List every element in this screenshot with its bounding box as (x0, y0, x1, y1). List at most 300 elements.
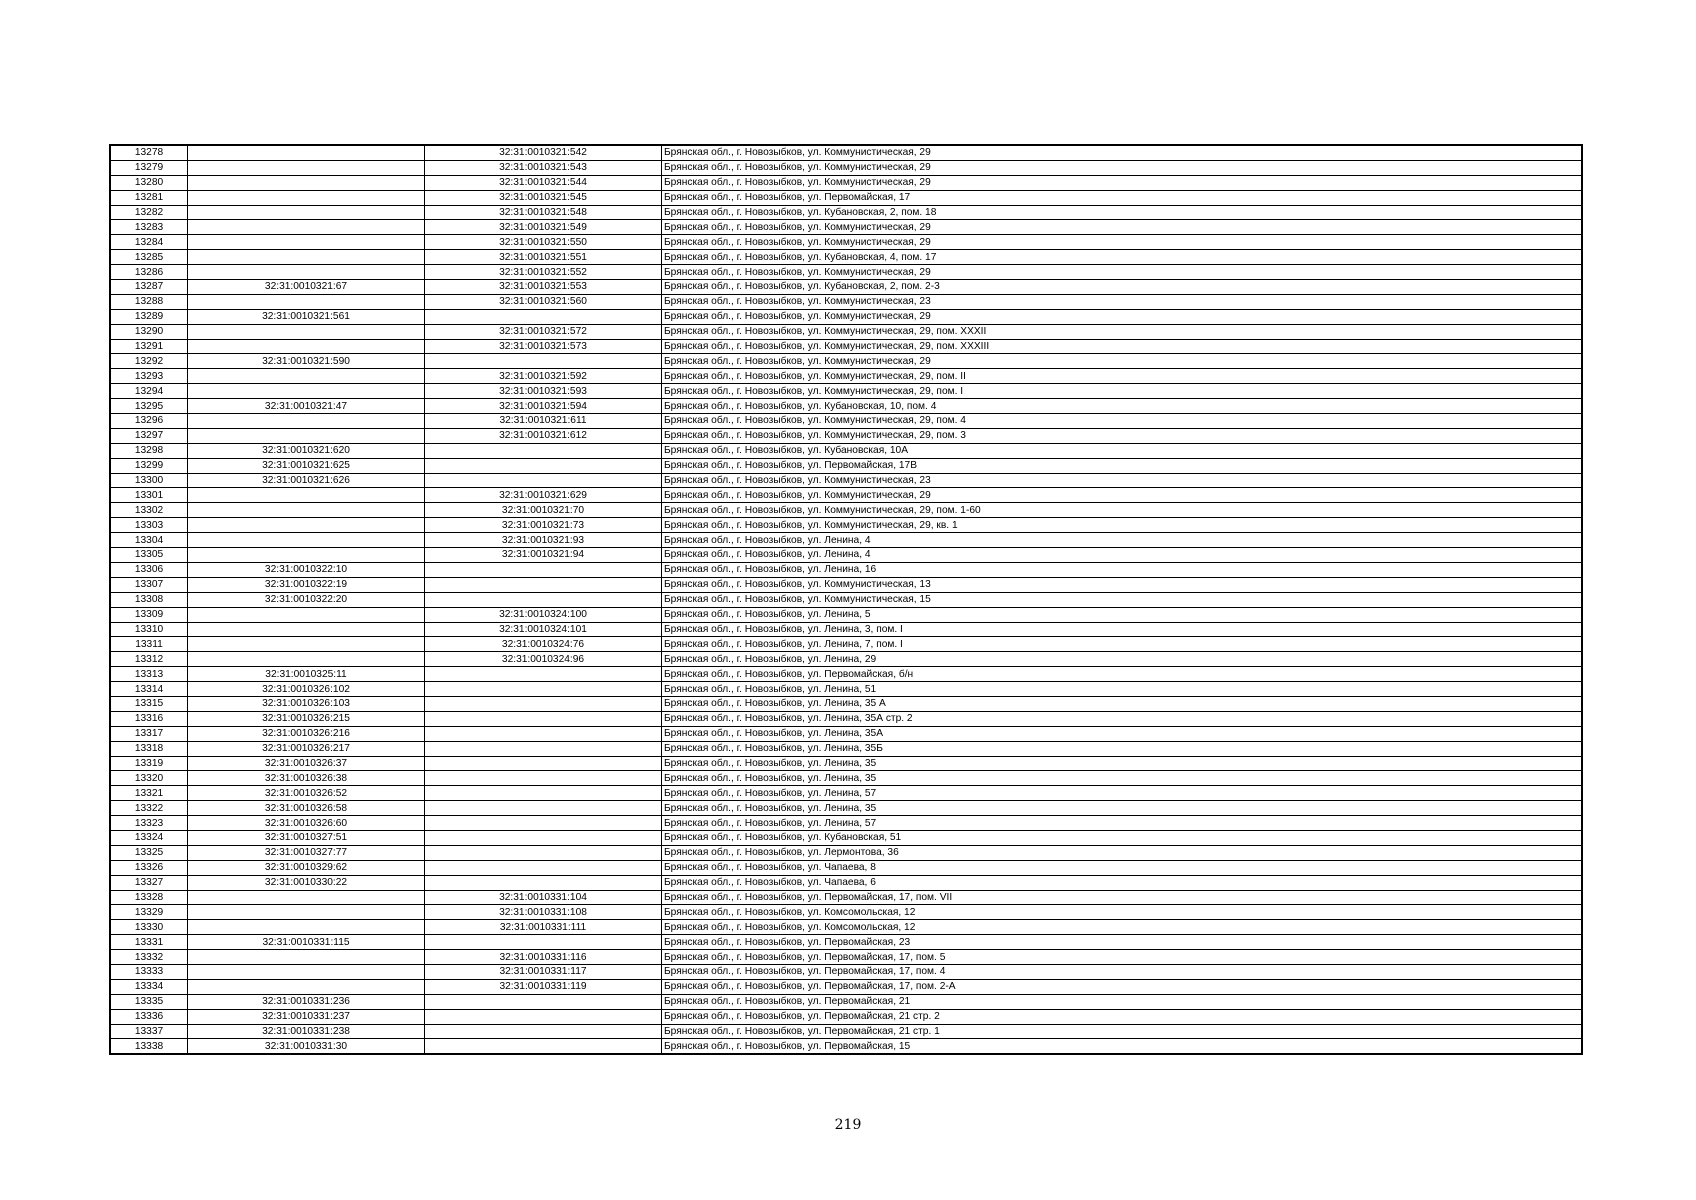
object-cadastral-number-cell: 32:31:0010331:117 (425, 964, 662, 979)
object-cadastral-number-cell: 32:31:0010331:104 (425, 890, 662, 905)
address-cell: Брянская обл., г. Новозыбков, ул. Ленина, 57 (662, 816, 1583, 831)
row-number-cell: 13336 (110, 1009, 188, 1024)
address-cell: Брянская обл., г. Новозыбков, ул. Чапаева, 8 (662, 860, 1583, 875)
row-number-cell: 13294 (110, 384, 188, 399)
object-cadastral-number-cell: 32:31:0010331:119 (425, 979, 662, 994)
cadastral-number-cell: 32:31:0010331:236 (188, 994, 425, 1009)
table-row (110, 294, 1582, 309)
registry-table-body (110, 145, 1582, 1054)
row-number-cell: 13290 (110, 324, 188, 339)
address-cell: Брянская обл., г. Новозыбков, ул. Коммунистическая, 13 (662, 577, 1583, 592)
table-row (110, 175, 1582, 190)
cadastral-number-cell: 32:31:0010321:67 (188, 280, 425, 295)
table-row (110, 711, 1582, 726)
object-cadastral-number-cell (425, 696, 662, 711)
table-row (110, 503, 1582, 518)
row-number-cell: 13312 (110, 652, 188, 667)
table-row (110, 637, 1582, 652)
table-row (110, 994, 1582, 1009)
row-number-cell: 13288 (110, 294, 188, 309)
table-row (110, 756, 1582, 771)
row-number-cell: 13319 (110, 756, 188, 771)
table-row (110, 979, 1582, 994)
object-cadastral-number-cell (425, 473, 662, 488)
table-row (110, 964, 1582, 979)
object-cadastral-number-cell (425, 711, 662, 726)
table-row (110, 562, 1582, 577)
cadastral-number-cell (188, 175, 425, 190)
table-row (110, 622, 1582, 637)
object-cadastral-number-cell: 32:31:0010321:592 (425, 369, 662, 384)
address-cell: Брянская обл., г. Новозыбков, ул. Кубановская, 51 (662, 830, 1583, 845)
row-number-cell: 13310 (110, 622, 188, 637)
address-cell: Брянская обл., г. Новозыбков, ул. Ленина, 51 (662, 682, 1583, 697)
object-cadastral-number-cell (425, 592, 662, 607)
row-number-cell: 13291 (110, 339, 188, 354)
table-row (110, 369, 1582, 384)
table-row (110, 205, 1582, 220)
row-number-cell: 13313 (110, 667, 188, 682)
address-cell: Брянская обл., г. Новозыбков, ул. Коммунистическая, 29, пом. XXXIII (662, 339, 1583, 354)
row-number-cell: 13283 (110, 220, 188, 235)
object-cadastral-number-cell: 32:31:0010331:111 (425, 920, 662, 935)
cadastral-number-cell: 32:31:0010326:216 (188, 726, 425, 741)
object-cadastral-number-cell: 32:31:0010321:542 (425, 145, 662, 160)
row-number-cell: 13298 (110, 443, 188, 458)
object-cadastral-number-cell (425, 562, 662, 577)
table-row (110, 145, 1582, 160)
cadastral-number-cell: 32:31:0010326:60 (188, 816, 425, 831)
address-cell: Брянская обл., г. Новозыбков, ул. Ленина, 35 (662, 771, 1583, 786)
object-cadastral-number-cell: 32:31:0010321:549 (425, 220, 662, 235)
object-cadastral-number-cell (425, 935, 662, 950)
table-row (110, 875, 1582, 890)
row-number-cell: 13331 (110, 935, 188, 950)
address-cell: Брянская обл., г. Новозыбков, ул. Чапаева, 6 (662, 875, 1583, 890)
object-cadastral-number-cell (425, 801, 662, 816)
table-row (110, 548, 1582, 563)
cadastral-number-cell: 32:31:0010326:217 (188, 741, 425, 756)
address-cell: Брянская обл., г. Новозыбков, ул. Первомайская, 17В (662, 458, 1583, 473)
object-cadastral-number-cell (425, 860, 662, 875)
table-row (110, 935, 1582, 950)
cadastral-number-cell (188, 414, 425, 429)
address-cell: Брянская обл., г. Новозыбков, ул. Коммунистическая, 29 (662, 488, 1583, 503)
object-cadastral-number-cell: 32:31:0010331:116 (425, 950, 662, 965)
cadastral-number-cell: 32:31:0010321:590 (188, 354, 425, 369)
row-number-cell: 13317 (110, 726, 188, 741)
address-cell: Брянская обл., г. Новозыбков, ул. Коммунистическая, 29, пом. 3 (662, 428, 1583, 443)
address-cell: Брянская обл., г. Новозыбков, ул. Коммунистическая, 29 (662, 235, 1583, 250)
object-cadastral-number-cell (425, 1039, 662, 1054)
table-row (110, 801, 1582, 816)
cadastral-number-cell: 32:31:0010331:30 (188, 1039, 425, 1054)
object-cadastral-number-cell: 32:31:0010321:93 (425, 533, 662, 548)
row-number-cell: 13327 (110, 875, 188, 890)
address-cell: Брянская обл., г. Новозыбков, ул. Комсомольская, 12 (662, 920, 1583, 935)
object-cadastral-number-cell: 32:31:0010321:572 (425, 324, 662, 339)
table-row (110, 190, 1582, 205)
cadastral-number-cell: 32:31:0010325:11 (188, 667, 425, 682)
table-row (110, 1039, 1582, 1054)
table-row (110, 696, 1582, 711)
table-row (110, 265, 1582, 280)
object-cadastral-number-cell (425, 875, 662, 890)
row-number-cell: 13297 (110, 428, 188, 443)
address-cell: Брянская обл., г. Новозыбков, ул. Ленина, 35Б (662, 741, 1583, 756)
cadastral-number-cell (188, 920, 425, 935)
cadastral-number-cell (188, 503, 425, 518)
table-row (110, 384, 1582, 399)
address-cell: Брянская обл., г. Новозыбков, ул. Коммунистическая, 23 (662, 294, 1583, 309)
row-number-cell: 13299 (110, 458, 188, 473)
address-cell: Брянская обл., г. Новозыбков, ул. Кубановская, 2, пом. 2-3 (662, 280, 1583, 295)
row-number-cell: 13316 (110, 711, 188, 726)
row-number-cell: 13301 (110, 488, 188, 503)
address-cell: Брянская обл., г. Новозыбков, ул. Ленина, 57 (662, 786, 1583, 801)
address-cell: Брянская обл., г. Новозыбков, ул. Коммунистическая, 23 (662, 473, 1583, 488)
address-cell: Брянская обл., г. Новозыбков, ул. Кубановская, 4, пом. 17 (662, 250, 1583, 265)
table-row (110, 771, 1582, 786)
cadastral-number-cell (188, 145, 425, 160)
row-number-cell: 13314 (110, 682, 188, 697)
cadastral-number-cell (188, 637, 425, 652)
cadastral-number-cell (188, 979, 425, 994)
row-number-cell: 13315 (110, 696, 188, 711)
address-cell: Брянская обл., г. Новозыбков, ул. Первомайская, 17 (662, 190, 1583, 205)
cadastral-number-cell: 32:31:0010326:215 (188, 711, 425, 726)
cadastral-number-cell (188, 652, 425, 667)
address-cell: Брянская обл., г. Новозыбков, ул. Ленина, 35 А (662, 696, 1583, 711)
row-number-cell: 13328 (110, 890, 188, 905)
table-row (110, 845, 1582, 860)
cadastral-number-cell: 32:31:0010331:115 (188, 935, 425, 950)
page-number: 219 (834, 1117, 862, 1133)
row-number-cell: 13332 (110, 950, 188, 965)
object-cadastral-number-cell: 32:31:0010321:70 (425, 503, 662, 518)
object-cadastral-number-cell (425, 354, 662, 369)
address-cell: Брянская обл., г. Новозыбков, ул. Коммунистическая, 29 (662, 175, 1583, 190)
address-cell: Брянская обл., г. Новозыбков, ул. Коммунистическая, 29 (662, 354, 1583, 369)
address-cell: Брянская обл., г. Новозыбков, ул. Ленина, 16 (662, 562, 1583, 577)
address-cell: Брянская обл., г. Новозыбков, ул. Ленина, 3, пом. I (662, 622, 1583, 637)
table-row (110, 950, 1582, 965)
object-cadastral-number-cell (425, 309, 662, 324)
object-cadastral-number-cell: 32:31:0010331:108 (425, 905, 662, 920)
object-cadastral-number-cell (425, 458, 662, 473)
address-cell: Брянская обл., г. Новозыбков, ул. Ленина, 35А стр. 2 (662, 711, 1583, 726)
address-cell: Брянская обл., г. Новозыбков, ул. Коммунистическая, 29, пом. XXXII (662, 324, 1583, 339)
object-cadastral-number-cell: 32:31:0010321:629 (425, 488, 662, 503)
row-number-cell: 13304 (110, 533, 188, 548)
table-row (110, 443, 1582, 458)
cadastral-number-cell (188, 607, 425, 622)
row-number-cell: 13292 (110, 354, 188, 369)
table-row (110, 741, 1582, 756)
table-row (110, 399, 1582, 414)
address-cell: Брянская обл., г. Новозыбков, ул. Коммунистическая, 29, пом. II (662, 369, 1583, 384)
address-cell: Брянская обл., г. Новозыбков, ул. Коммунистическая, 29 (662, 265, 1583, 280)
object-cadastral-number-cell (425, 667, 662, 682)
table-row (110, 428, 1582, 443)
cadastral-number-cell: 32:31:0010331:238 (188, 1024, 425, 1039)
address-cell: Брянская обл., г. Новозыбков, ул. Коммунистическая, 29, пом. 1-60 (662, 503, 1583, 518)
address-cell: Брянская обл., г. Новозыбков, ул. Коммунистическая, 29, пом. 4 (662, 414, 1583, 429)
row-number-cell: 13286 (110, 265, 188, 280)
row-number-cell: 13278 (110, 145, 188, 160)
address-cell: Брянская обл., г. Новозыбков, ул. Комсомольская, 12 (662, 905, 1583, 920)
address-cell: Брянская обл., г. Новозыбков, ул. Ленина, 4 (662, 533, 1583, 548)
cadastral-number-cell (188, 190, 425, 205)
address-cell: Брянская обл., г. Новозыбков, ул. Кубановская, 2, пом. 18 (662, 205, 1583, 220)
address-cell: Брянская обл., г. Новозыбков, ул. Коммунистическая, 15 (662, 592, 1583, 607)
object-cadastral-number-cell (425, 816, 662, 831)
cadastral-number-cell (188, 369, 425, 384)
table-row (110, 160, 1582, 175)
object-cadastral-number-cell: 32:31:0010321:573 (425, 339, 662, 354)
object-cadastral-number-cell (425, 771, 662, 786)
table-row (110, 920, 1582, 935)
address-cell: Брянская обл., г. Новозыбков, ул. Первомайская, 17, пом. 4 (662, 964, 1583, 979)
object-cadastral-number-cell: 32:31:0010321:544 (425, 175, 662, 190)
object-cadastral-number-cell: 32:31:0010321:594 (425, 399, 662, 414)
row-number-cell: 13335 (110, 994, 188, 1009)
address-cell: Брянская обл., г. Новозыбков, ул. Ленина, 35 (662, 801, 1583, 816)
address-cell: Брянская обл., г. Новозыбков, ул. Первомайская, 21 стр. 2 (662, 1009, 1583, 1024)
row-number-cell: 13295 (110, 399, 188, 414)
table-row (110, 860, 1582, 875)
address-cell: Брянская обл., г. Новозыбков, ул. Коммунистическая, 29 (662, 220, 1583, 235)
cadastral-number-cell (188, 250, 425, 265)
cadastral-number-cell (188, 533, 425, 548)
row-number-cell: 13330 (110, 920, 188, 935)
table-row (110, 682, 1582, 697)
table-row (110, 1024, 1582, 1039)
table-row (110, 577, 1582, 592)
cadastral-number-cell: 32:31:0010321:47 (188, 399, 425, 414)
table-row (110, 473, 1582, 488)
table-row (110, 1009, 1582, 1024)
row-number-cell: 13307 (110, 577, 188, 592)
object-cadastral-number-cell (425, 830, 662, 845)
table-row (110, 607, 1582, 622)
object-cadastral-number-cell (425, 1024, 662, 1039)
table-row (110, 458, 1582, 473)
row-number-cell: 13337 (110, 1024, 188, 1039)
object-cadastral-number-cell: 32:31:0010321:73 (425, 518, 662, 533)
row-number-cell: 13305 (110, 548, 188, 563)
table-row (110, 533, 1582, 548)
address-cell: Брянская обл., г. Новозыбков, ул. Первомайская, 17, пом. VII (662, 890, 1583, 905)
object-cadastral-number-cell: 32:31:0010321:548 (425, 205, 662, 220)
cadastral-number-cell (188, 235, 425, 250)
object-cadastral-number-cell: 32:31:0010321:611 (425, 414, 662, 429)
row-number-cell: 13302 (110, 503, 188, 518)
row-number-cell: 13318 (110, 741, 188, 756)
table-row (110, 518, 1582, 533)
address-cell: Брянская обл., г. Новозыбков, ул. Коммунистическая, 29 (662, 160, 1583, 175)
table-row (110, 354, 1582, 369)
table-row (110, 592, 1582, 607)
address-cell: Брянская обл., г. Новозыбков, ул. Кубановская, 10, пом. 4 (662, 399, 1583, 414)
table-row (110, 220, 1582, 235)
row-number-cell: 13281 (110, 190, 188, 205)
cadastral-number-cell (188, 160, 425, 175)
address-cell: Брянская обл., г. Новозыбков, ул. Первомайская, б/н (662, 667, 1583, 682)
address-cell: Брянская обл., г. Новозыбков, ул. Ленина, 29 (662, 652, 1583, 667)
row-number-cell: 13308 (110, 592, 188, 607)
row-number-cell: 13321 (110, 786, 188, 801)
object-cadastral-number-cell: 32:31:0010324:96 (425, 652, 662, 667)
address-cell: Брянская обл., г. Новозыбков, ул. Лермонтова, 36 (662, 845, 1583, 860)
address-cell: Брянская обл., г. Новозыбков, ул. Ленина, 35 (662, 756, 1583, 771)
row-number-cell: 13329 (110, 905, 188, 920)
object-cadastral-number-cell: 32:31:0010321:545 (425, 190, 662, 205)
cadastral-number-cell: 32:31:0010322:10 (188, 562, 425, 577)
row-number-cell: 13309 (110, 607, 188, 622)
object-cadastral-number-cell (425, 443, 662, 458)
row-number-cell: 13293 (110, 369, 188, 384)
object-cadastral-number-cell: 32:31:0010321:560 (425, 294, 662, 309)
object-cadastral-number-cell (425, 994, 662, 1009)
address-cell: Брянская обл., г. Новозыбков, ул. Коммунистическая, 29 (662, 145, 1583, 160)
registry-table (109, 144, 1583, 1055)
address-cell: Брянская обл., г. Новозыбков, ул. Коммунистическая, 29, пом. I (662, 384, 1583, 399)
object-cadastral-number-cell (425, 741, 662, 756)
row-number-cell: 13306 (110, 562, 188, 577)
address-cell: Брянская обл., г. Новозыбков, ул. Ленина, 35А (662, 726, 1583, 741)
cadastral-number-cell: 32:31:0010330:22 (188, 875, 425, 890)
object-cadastral-number-cell: 32:31:0010321:94 (425, 548, 662, 563)
cadastral-number-cell (188, 950, 425, 965)
object-cadastral-number-cell: 32:31:0010321:543 (425, 160, 662, 175)
row-number-cell: 13285 (110, 250, 188, 265)
table-row (110, 816, 1582, 831)
row-number-cell: 13287 (110, 280, 188, 295)
address-cell: Брянская обл., г. Новозыбков, ул. Коммунистическая, 29 (662, 309, 1583, 324)
address-cell: Брянская обл., г. Новозыбков, ул. Первомайская, 17, пом. 2-А (662, 979, 1583, 994)
object-cadastral-number-cell: 32:31:0010321:552 (425, 265, 662, 280)
row-number-cell: 13338 (110, 1039, 188, 1054)
cadastral-number-cell: 32:31:0010326:58 (188, 801, 425, 816)
cadastral-number-cell: 32:31:0010326:102 (188, 682, 425, 697)
row-number-cell: 13334 (110, 979, 188, 994)
cadastral-number-cell (188, 428, 425, 443)
cadastral-number-cell: 32:31:0010321:626 (188, 473, 425, 488)
cadastral-number-cell (188, 488, 425, 503)
cadastral-number-cell (188, 294, 425, 309)
cadastral-number-cell (188, 324, 425, 339)
cadastral-number-cell (188, 964, 425, 979)
row-number-cell: 13279 (110, 160, 188, 175)
cadastral-number-cell (188, 890, 425, 905)
object-cadastral-number-cell: 32:31:0010321:593 (425, 384, 662, 399)
cadastral-number-cell: 32:31:0010326:37 (188, 756, 425, 771)
table-row (110, 830, 1582, 845)
cadastral-number-cell: 32:31:0010326:103 (188, 696, 425, 711)
cadastral-number-cell (188, 205, 425, 220)
cadastral-number-cell: 32:31:0010327:51 (188, 830, 425, 845)
address-cell: Брянская обл., г. Новозыбков, ул. Кубановская, 10А (662, 443, 1583, 458)
cadastral-number-cell (188, 220, 425, 235)
object-cadastral-number-cell: 32:31:0010324:76 (425, 637, 662, 652)
table-row (110, 250, 1582, 265)
cadastral-number-cell: 32:31:0010322:20 (188, 592, 425, 607)
table-row (110, 235, 1582, 250)
row-number-cell: 13289 (110, 309, 188, 324)
table-row (110, 280, 1582, 295)
address-cell: Брянская обл., г. Новозыбков, ул. Первомайская, 21 (662, 994, 1583, 1009)
table-row (110, 652, 1582, 667)
object-cadastral-number-cell (425, 786, 662, 801)
row-number-cell: 13300 (110, 473, 188, 488)
object-cadastral-number-cell (425, 726, 662, 741)
row-number-cell: 13326 (110, 860, 188, 875)
object-cadastral-number-cell: 32:31:0010324:100 (425, 607, 662, 622)
object-cadastral-number-cell: 32:31:0010321:550 (425, 235, 662, 250)
row-number-cell: 13324 (110, 830, 188, 845)
row-number-cell: 13296 (110, 414, 188, 429)
object-cadastral-number-cell (425, 756, 662, 771)
address-cell: Брянская обл., г. Новозыбков, ул. Первомайская, 21 стр. 1 (662, 1024, 1583, 1039)
row-number-cell: 13303 (110, 518, 188, 533)
cadastral-number-cell: 32:31:0010329:62 (188, 860, 425, 875)
table-row (110, 488, 1582, 503)
object-cadastral-number-cell: 32:31:0010321:553 (425, 280, 662, 295)
row-number-cell: 13280 (110, 175, 188, 190)
object-cadastral-number-cell (425, 682, 662, 697)
address-cell: Брянская обл., г. Новозыбков, ул. Первомайская, 23 (662, 935, 1583, 950)
object-cadastral-number-cell: 32:31:0010321:551 (425, 250, 662, 265)
cadastral-number-cell (188, 905, 425, 920)
cadastral-number-cell: 32:31:0010321:561 (188, 309, 425, 324)
object-cadastral-number-cell: 32:31:0010324:101 (425, 622, 662, 637)
row-number-cell: 13284 (110, 235, 188, 250)
cadastral-number-cell (188, 518, 425, 533)
cadastral-number-cell (188, 265, 425, 280)
object-cadastral-number-cell (425, 1009, 662, 1024)
cadastral-number-cell (188, 339, 425, 354)
table-row (110, 309, 1582, 324)
address-cell: Брянская обл., г. Новозыбков, ул. Первомайская, 15 (662, 1039, 1583, 1054)
cadastral-number-cell: 32:31:0010321:625 (188, 458, 425, 473)
address-cell: Брянская обл., г. Новозыбков, ул. Коммунистическая, 29, кв. 1 (662, 518, 1583, 533)
address-cell: Брянская обл., г. Новозыбков, ул. Ленина, 7, пом. I (662, 637, 1583, 652)
address-cell: Брянская обл., г. Новозыбков, ул. Ленина, 5 (662, 607, 1583, 622)
object-cadastral-number-cell (425, 845, 662, 860)
cadastral-number-cell: 32:31:0010331:237 (188, 1009, 425, 1024)
object-cadastral-number-cell (425, 577, 662, 592)
cadastral-number-cell: 32:31:0010321:620 (188, 443, 425, 458)
table-row (110, 339, 1582, 354)
address-cell: Брянская обл., г. Новозыбков, ул. Ленина, 4 (662, 548, 1583, 563)
cadastral-number-cell (188, 548, 425, 563)
table-row (110, 414, 1582, 429)
table-row (110, 905, 1582, 920)
cadastral-number-cell: 32:31:0010326:38 (188, 771, 425, 786)
row-number-cell: 13322 (110, 801, 188, 816)
row-number-cell: 13282 (110, 205, 188, 220)
row-number-cell: 13320 (110, 771, 188, 786)
object-cadastral-number-cell: 32:31:0010321:612 (425, 428, 662, 443)
cadastral-number-cell: 32:31:0010322:19 (188, 577, 425, 592)
address-cell: Брянская обл., г. Новозыбков, ул. Первомайская, 17, пом. 5 (662, 950, 1583, 965)
cadastral-number-cell: 32:31:0010327:77 (188, 845, 425, 860)
row-number-cell: 13323 (110, 816, 188, 831)
table-row (110, 667, 1582, 682)
cadastral-number-cell (188, 384, 425, 399)
row-number-cell: 13311 (110, 637, 188, 652)
